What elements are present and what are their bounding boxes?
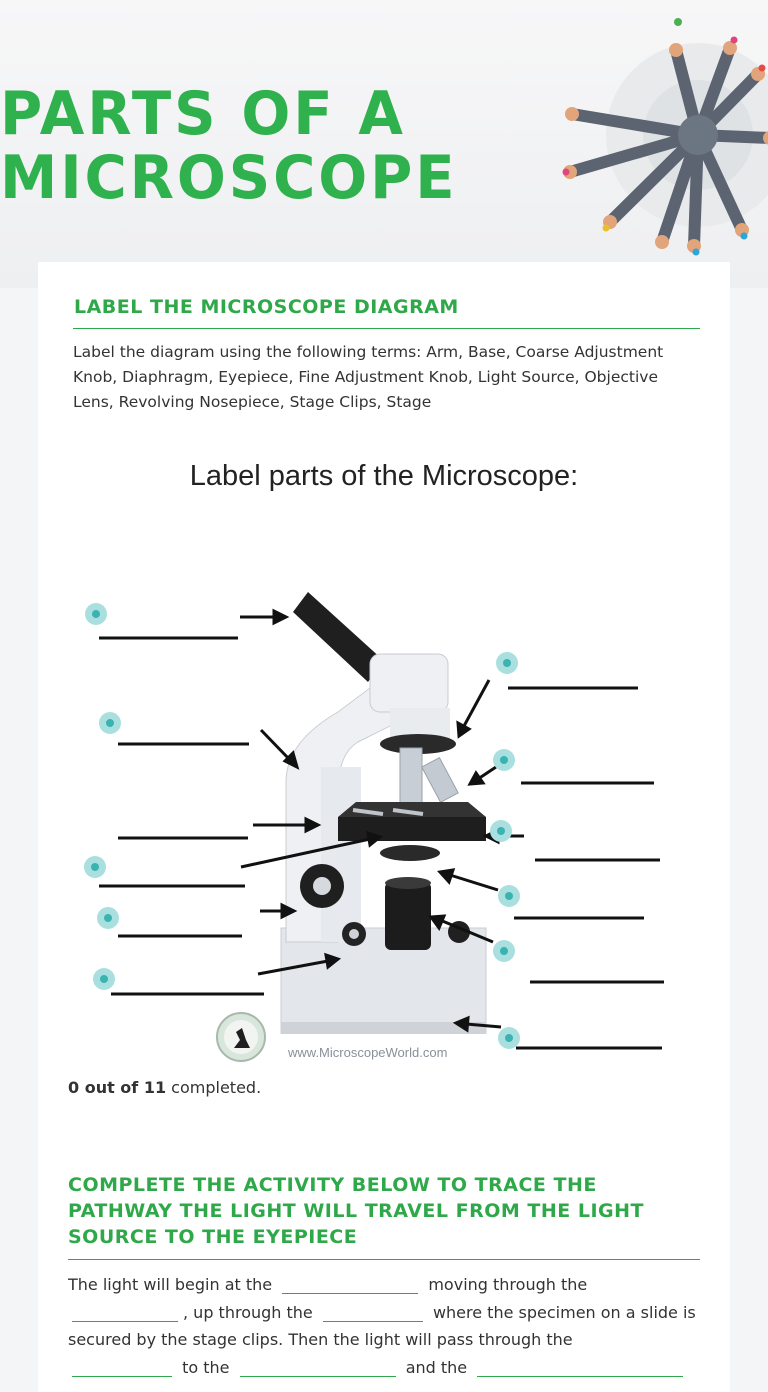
page-title-line2: MICROSCOPE [0, 143, 458, 213]
blank-stage[interactable] [323, 1303, 423, 1322]
blank-diaphragm[interactable] [72, 1303, 178, 1322]
para-text-3: , up through the [183, 1302, 313, 1322]
instructions-text: Label the diagram using the following terms: Arm, Base, Coarse Adjustment Knob, Diaphragm, Eyepiece, Fine Adjustment Knob, Light Source, Objective Lens, Revolving Nosepiece, Stage Clips, Stage [73, 343, 664, 411]
para-text-6: and the [405, 1357, 468, 1377]
page-title [0, 79, 458, 213]
header-banner [0, 0, 768, 288]
section-divider [73, 328, 700, 329]
blank-eyepiece[interactable] [477, 1358, 683, 1377]
microscopeworld-logo-icon [217, 1013, 265, 1061]
light-pathway-paragraph [68, 1271, 708, 1381]
progress-count: 0 out of 11 [68, 1078, 167, 1097]
blank-light-source[interactable] [282, 1275, 418, 1294]
section-title-label-diagram: LABEL THE MICROSCOPE DIAGRAM [74, 296, 459, 318]
blank-revolving-nosepiece[interactable] [240, 1358, 396, 1377]
microscope-image [281, 592, 486, 1034]
para-text-5: to the [182, 1357, 230, 1377]
section-divider [68, 1259, 700, 1260]
microscope-diagram [38, 442, 730, 1062]
para-text-1: The light will begin at the [68, 1275, 273, 1294]
diagram-caption: Label parts of the Microscope: [189, 460, 579, 492]
progress-status [68, 1078, 261, 1097]
para-text-4: where the specimen on a slide is secured by the stage clips. Then the light will pass through the [68, 1302, 696, 1349]
blank-objective-lens[interactable] [72, 1358, 172, 1377]
pencils-image [548, 10, 768, 270]
section-title-light-pathway: COMPLETE THE ACTIVITY BELOW TO TRACE THE PATHWAY THE LIGHT WILL TRAVEL FROM THE LIGHT SOURCE TO THE EYEPIECE [68, 1174, 644, 1248]
worksheet-card [38, 262, 730, 1392]
watermark-text: www.MicroscopeWorld.com [288, 1045, 448, 1060]
page-title-line1: PARTS OF A [0, 79, 406, 149]
progress-suffix: completed. [166, 1078, 262, 1097]
para-text-2: moving through the [428, 1275, 588, 1294]
